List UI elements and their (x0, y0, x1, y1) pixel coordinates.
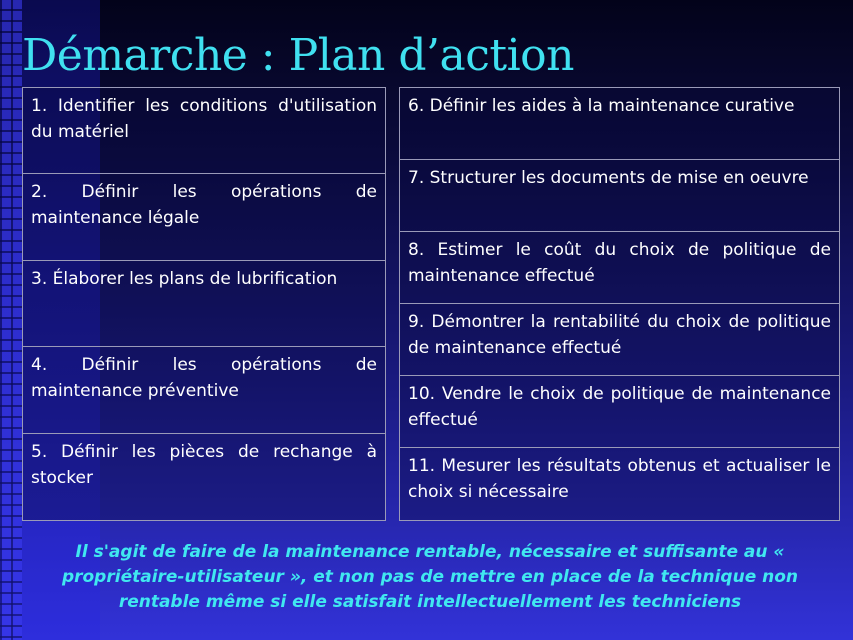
step-item (400, 304, 839, 376)
step-text: 2. Définir les opérations de maintenance légale (31, 182, 377, 229)
decorative-grid-strip (0, 0, 22, 640)
conclusion-note: Il s'agit de faire de la maintenance rentable, nécessaire et suffisante au « propriétaire-utilisateur », et non pas de mettre en place de la technique non rentable même si elle satisfait intellectuellement les techniciens (61, 542, 799, 612)
step-item (400, 88, 839, 160)
step-item (400, 232, 839, 304)
step-item (23, 88, 385, 174)
step-item (400, 160, 839, 232)
step-text: 6. Définir les aides à la maintenance curative (408, 96, 795, 116)
step-text: 11. Mesurer les résultats obtenus et actualiser le choix si nécessaire (408, 456, 831, 502)
step-item (400, 376, 839, 448)
step-text: 3. Élaborer les plans de lubrification (31, 268, 338, 289)
step-item (400, 448, 839, 520)
step-item (23, 174, 385, 260)
step-text: 1. Identifier les conditions d'utilisation du matériel (31, 96, 377, 142)
step-text: 7. Structurer les documents de mise en oeuvre (408, 168, 809, 188)
step-text: 10. Vendre le choix de politique de maintenance effectué (408, 384, 831, 430)
step-item (23, 261, 385, 347)
step-item (23, 347, 385, 433)
step-text: 4. Définir les opérations de maintenance préventive (31, 355, 377, 402)
step-text: 5. Définir les pièces de rechange à stocker (31, 441, 377, 488)
slide-title: Démarche : Plan d’action (22, 30, 574, 81)
right-steps-table (399, 87, 840, 521)
step-text: 8. Estimer le coût du choix de politique de maintenance effectué (408, 240, 831, 286)
step-item (23, 434, 385, 520)
left-steps-table (22, 87, 386, 521)
step-text: 9. Démontrer la rentabilité du choix de politique de maintenance effectué (408, 312, 831, 358)
